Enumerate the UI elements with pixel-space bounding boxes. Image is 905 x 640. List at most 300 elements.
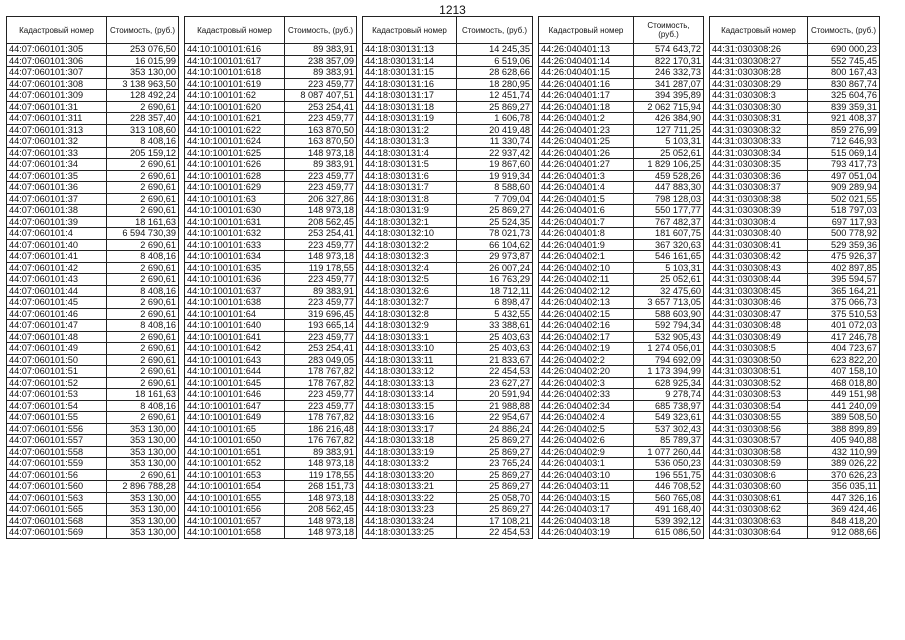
cost-cell: 2 690,61 [107,205,179,217]
cadastral-number-cell: 44:10:100101:654 [185,481,285,493]
cadastral-number-cell: 44:18:030131:4 [363,147,457,159]
cost-cell: 29 973,87 [457,251,533,263]
cost-cell: 848 418,20 [808,515,880,527]
table-row [363,354,533,366]
cadastral-number-cell: 44:18:030133:16 [363,412,457,424]
cadastral-number-cell: 44:31:030308:33 [710,136,808,148]
cadastral-number-cell: 44:31:030308:37 [710,182,808,194]
cost-cell: 25 403,63 [457,343,533,355]
cadastral-number-cell: 44:18:030133:10 [363,343,457,355]
table-row [7,504,179,516]
table-row [363,469,533,481]
cadastral-number-cell: 44:26:040402:20 [539,366,634,378]
cost-cell: 404 723,67 [808,343,880,355]
cost-cell: 8 087 407,51 [285,90,357,102]
cadastral-number-cell: 44:26:040401:18 [539,101,634,113]
cost-cell: 268 151,73 [285,481,357,493]
cadastral-number-cell: 44:07:060101:558 [7,446,107,458]
cadastral-number-cell: 44:31:030308:47 [710,308,808,320]
cost-cell: 592 794,34 [634,320,704,332]
cost-cell: 223 459,77 [285,331,357,343]
table-row [539,228,704,240]
cost-cell: 23 627,27 [457,377,533,389]
table-row [539,285,704,297]
table-row [363,182,533,194]
cost-cell: 14 245,35 [457,44,533,56]
cadastral-number-cell: 44:07:060101:51 [7,366,107,378]
cadastral-number-cell: 44:07:060101:45 [7,297,107,309]
table-row [7,389,179,401]
table-row [539,205,704,217]
page-number: 1213 [439,3,466,17]
cadastral-number-cell: 44:07:060101:36 [7,182,107,194]
table-row [539,331,704,343]
cadastral-number-cell: 44:10:100101:652 [185,458,285,470]
cadastral-number-cell: 44:18:030132:10 [363,228,457,240]
table-row [539,239,704,251]
cost-cell: 549 323,61 [634,412,704,424]
table-row [7,90,179,102]
table-row [185,320,357,332]
table-row [7,469,179,481]
table-row [539,377,704,389]
table-row [185,285,357,297]
cost-cell: 697 117,93 [808,216,880,228]
cadastral-number-cell: 44:07:060101:309 [7,90,107,102]
cost-cell: 407 158,10 [808,366,880,378]
cost-cell: 6 898,47 [457,297,533,309]
cost-cell: 148 973,18 [285,251,357,263]
cost-cell: 2 690,61 [107,239,179,251]
cadastral-number-cell: 44:31:030308:26 [710,44,808,56]
cost-cell: 615 086,50 [634,527,704,539]
cost-cell: 119 178,55 [285,469,357,481]
cost-cell: 319 696,45 [285,308,357,320]
cost-cell: 206 327,86 [285,193,357,205]
table-row [185,389,357,401]
cadastral-number-cell: 44:07:060101:44 [7,285,107,297]
cost-cell: 2 690,61 [107,469,179,481]
cadastral-number-cell: 44:26:040402:13 [539,297,634,309]
cadastral-number-cell: 44:26:040401:7 [539,216,634,228]
cost-cell: 253 254,41 [285,101,357,113]
table-row [7,239,179,251]
cadastral-number-cell: 44:18:030131:15 [363,67,457,79]
cadastral-number-cell: 44:31:030308:57 [710,435,808,447]
cost-cell: 148 973,18 [285,205,357,217]
cadastral-number-cell: 44:31:030308:31 [710,113,808,125]
table-row [539,423,704,435]
table-row [185,251,357,263]
table-row [710,446,880,458]
table-row [7,262,179,274]
table-row [7,320,179,332]
cadastral-number-cell: 44:26:040402:34 [539,400,634,412]
cadastral-number-cell: 44:07:060101:559 [7,458,107,470]
cost-cell: 353 130,00 [107,492,179,504]
cost-cell: 148 973,18 [285,492,357,504]
table-row [185,515,357,527]
cadastral-number-cell: 44:26:040403:17 [539,504,634,516]
cost-cell: 89 383,91 [285,446,357,458]
cadastral-number-cell: 44:31:030308:34 [710,147,808,159]
table-row [7,515,179,527]
table-row [363,170,533,182]
cadastral-number-cell: 44:31:030308:50 [710,354,808,366]
table-row [7,147,179,159]
cadastral-number-cell: 44:18:030131:18 [363,101,457,113]
table-row [539,170,704,182]
table-row [539,182,704,194]
cadastral-number-cell: 44:10:100101:641 [185,331,285,343]
cost-cell: 8 408,16 [107,285,179,297]
cost-cell: 3 138 963,50 [107,78,179,90]
cadastral-number-cell: 44:07:060101:41 [7,251,107,263]
cadastral-number-cell: 44:18:030133:22 [363,492,457,504]
cadastral-number-cell: 44:31:030308:28 [710,67,808,79]
table-row [710,101,880,113]
cadastral-number-cell: 44:10:100101:633 [185,239,285,251]
cadastral-number-cell: 44:10:100101:657 [185,515,285,527]
table-row [710,205,880,217]
cost-cell: 353 130,00 [107,446,179,458]
cadastral-number-cell: 44:07:060101:53 [7,389,107,401]
cost-table-3 [362,16,533,539]
table-row [363,285,533,297]
cadastral-number-cell: 44:10:100101:655 [185,492,285,504]
table-row [7,44,179,56]
table-row [539,55,704,67]
cost-cell: 532 905,43 [634,331,704,343]
cost-cell: 432 110,99 [808,446,880,458]
table-row [7,343,179,355]
cost-cell: 223 459,77 [285,400,357,412]
table-row [185,67,357,79]
table-row [363,515,533,527]
table-row [710,389,880,401]
cadastral-number-cell: 44:10:100101:658 [185,527,285,539]
cost-cell: 395 594,57 [808,274,880,286]
cadastral-number-cell: 44:18:030132:3 [363,251,457,263]
cadastral-number-cell: 44:07:060101:4 [7,228,107,240]
table-row [539,124,704,136]
table-row [363,481,533,493]
cost-cell: 2 690,61 [107,308,179,320]
cadastral-number-cell: 44:07:060101:46 [7,308,107,320]
cadastral-number-cell: 44:10:100101:617 [185,55,285,67]
header-cost: Стоимость, (руб.) [107,17,179,44]
cadastral-number-cell: 44:26:040402:3 [539,377,634,389]
header-cadastral: Кадастровый номер [710,17,808,44]
cost-cell: 491 168,40 [634,504,704,516]
cost-cell: 176 767,82 [285,435,357,447]
cost-cell: 9 278,74 [634,389,704,401]
cost-cell: 85 789,37 [634,435,704,447]
table-row [539,78,704,90]
table-row [710,331,880,343]
header-cadastral: Кадастровый номер [7,17,107,44]
cadastral-number-cell: 44:10:100101:622 [185,124,285,136]
table-row [539,446,704,458]
cadastral-number-cell: 44:31:030308:32 [710,124,808,136]
cadastral-number-cell: 44:07:060101:42 [7,262,107,274]
cost-cell: 574 643,72 [634,44,704,56]
table-row [710,170,880,182]
cost-cell: 447 883,30 [634,182,704,194]
cadastral-number-cell: 44:07:060101:569 [7,527,107,539]
cadastral-number-cell: 44:26:040403:15 [539,492,634,504]
table-row [7,308,179,320]
header-cost: Стоимость, (руб.) [634,17,704,44]
cadastral-number-cell: 44:26:040401:26 [539,147,634,159]
table-row [363,44,533,56]
table-row [363,251,533,263]
cost-cell: 546 161,65 [634,251,704,263]
table-row [363,147,533,159]
cadastral-number-cell: 44:26:040402:19 [539,343,634,355]
cadastral-number-cell: 44:18:030132:4 [363,262,457,274]
table-row [710,228,880,240]
cost-cell: 25 869,27 [457,446,533,458]
table-row [185,182,357,194]
cost-cell: 148 973,18 [285,527,357,539]
table-row [710,308,880,320]
cost-cell: 253 254,41 [285,228,357,240]
cost-cell: 223 459,77 [285,78,357,90]
table-row [185,228,357,240]
cost-cell: 515 069,14 [808,147,880,159]
cadastral-number-cell: 44:07:060101:305 [7,44,107,56]
table-row [7,377,179,389]
table-row [185,377,357,389]
cadastral-number-cell: 44:07:060101:565 [7,504,107,516]
cost-cell: 800 167,43 [808,67,880,79]
cost-cell: 25 869,27 [457,435,533,447]
cadastral-number-cell: 44:31:030308:36 [710,170,808,182]
table-row [710,239,880,251]
table-row [7,205,179,217]
table-row [539,44,704,56]
table-row [363,504,533,516]
cost-cell: 536 050,23 [634,458,704,470]
cadastral-number-cell: 44:26:040401:6 [539,205,634,217]
table-row [185,366,357,378]
table-row [7,285,179,297]
cost-cell: 560 765,08 [634,492,704,504]
cost-cell: 1 173 394,99 [634,366,704,378]
cost-cell: 20 419,48 [457,124,533,136]
cost-cell: 32 475,60 [634,285,704,297]
cost-cell: 353 130,00 [107,504,179,516]
cost-cell: 537 302,43 [634,423,704,435]
table-row [539,67,704,79]
table-row [185,412,357,424]
cadastral-number-cell: 44:26:040401:23 [539,124,634,136]
table-row [539,193,704,205]
table-row [185,423,357,435]
cadastral-number-cell: 44:31:030308:52 [710,377,808,389]
cadastral-number-cell: 44:10:100101:649 [185,412,285,424]
cost-cell: 1 829 106,25 [634,159,704,171]
table-row [363,492,533,504]
table-row [185,101,357,113]
cost-cell: 127 711,25 [634,124,704,136]
cost-cell: 18 161,63 [107,216,179,228]
cadastral-number-cell: 44:07:060101:56 [7,469,107,481]
table-row [539,366,704,378]
cost-cell: 148 973,18 [285,515,357,527]
table-row [363,239,533,251]
table-row [363,423,533,435]
table-row [539,274,704,286]
cost-cell: 8 408,16 [107,400,179,412]
table-row [539,458,704,470]
table-row [7,228,179,240]
table-row [185,435,357,447]
cadastral-number-cell: 44:07:060101:560 [7,481,107,493]
cost-cell: 369 424,46 [808,504,880,516]
cadastral-number-cell: 44:07:060101:48 [7,331,107,343]
table-row [363,320,533,332]
cadastral-number-cell: 44:07:060101:55 [7,412,107,424]
cadastral-number-cell: 44:18:030131:7 [363,182,457,194]
table-row [363,400,533,412]
cadastral-number-cell: 44:07:060101:40 [7,239,107,251]
table-row [363,389,533,401]
cost-cell: 253 076,50 [107,44,179,56]
table-row [710,251,880,263]
cost-cell: 28 628,66 [457,67,533,79]
table-row [363,67,533,79]
header-cost: Стоимость, (руб.) [285,17,357,44]
cost-cell: 2 690,61 [107,170,179,182]
cadastral-number-cell: 44:10:100101:630 [185,205,285,217]
table-row [7,136,179,148]
cadastral-number-cell: 44:18:030133:23 [363,504,457,516]
cost-cell: 2 690,61 [107,159,179,171]
table-row [185,343,357,355]
cost-cell: 2 896 788,28 [107,481,179,493]
table-row [363,274,533,286]
cadastral-number-cell: 44:26:040402:17 [539,331,634,343]
table-row [539,251,704,263]
cadastral-number-cell: 44:10:100101:650 [185,435,285,447]
table-row [185,469,357,481]
cost-cell: 365 164,21 [808,285,880,297]
table-row [7,492,179,504]
cost-cell: 89 383,91 [285,285,357,297]
table-row [7,354,179,366]
cadastral-number-cell: 44:26:040402:10 [539,262,634,274]
cost-cell: 394 395,89 [634,90,704,102]
cadastral-number-cell: 44:26:040401:13 [539,44,634,56]
table-row [363,297,533,309]
table-row [539,320,704,332]
table-row [363,205,533,217]
cadastral-number-cell: 44:07:060101:52 [7,377,107,389]
cadastral-number-cell: 44:07:060101:50 [7,354,107,366]
cost-cell: 25 869,27 [457,481,533,493]
table-row [7,113,179,125]
table-row [539,389,704,401]
cost-cell: 550 177,77 [634,205,704,217]
cadastral-number-cell: 44:18:030131:13 [363,44,457,56]
table-row [7,193,179,205]
cost-cell: 2 690,61 [107,274,179,286]
table-row [185,446,357,458]
cost-cell: 5 103,31 [634,136,704,148]
cadastral-number-cell: 44:10:100101:632 [185,228,285,240]
cost-cell: 25 052,61 [634,274,704,286]
cost-cell: 2 690,61 [107,193,179,205]
table-row [185,216,357,228]
table-row [185,90,357,102]
cost-cell: 375 510,53 [808,308,880,320]
table-row [185,113,357,125]
cost-cell: 16 763,29 [457,274,533,286]
table-row [710,400,880,412]
table-row [363,136,533,148]
cadastral-number-cell: 44:10:100101:634 [185,251,285,263]
table-row [539,515,704,527]
cadastral-number-cell: 44:18:030131:3 [363,136,457,148]
cost-cell: 402 897,85 [808,262,880,274]
cost-cell: 223 459,77 [285,113,357,125]
cadastral-number-cell: 44:18:030133:25 [363,527,457,539]
table-row [710,504,880,516]
cost-cell: 163 870,50 [285,124,357,136]
cadastral-number-cell: 44:10:100101:656 [185,504,285,516]
cost-cell: 25 869,27 [457,205,533,217]
cadastral-number-cell: 44:10:100101:647 [185,400,285,412]
cadastral-number-cell: 44:31:030308:46 [710,297,808,309]
cost-cell: 370 626,23 [808,469,880,481]
cadastral-number-cell: 44:10:100101:629 [185,182,285,194]
table-row [710,67,880,79]
cost-cell: 447 326,16 [808,492,880,504]
cadastral-number-cell: 44:31:030308:39 [710,205,808,217]
cost-cell: 25 869,27 [457,504,533,516]
table-row [710,78,880,90]
cost-cell: 23 765,24 [457,458,533,470]
cost-cell: 2 690,61 [107,331,179,343]
cadastral-number-cell: 44:31:030308:64 [710,527,808,539]
cost-cell: 500 778,92 [808,228,880,240]
table-row [363,101,533,113]
cadastral-number-cell: 44:18:030132:2 [363,239,457,251]
cadastral-number-cell: 44:31:030308:56 [710,423,808,435]
cadastral-number-cell: 44:31:030308:55 [710,412,808,424]
cadastral-number-cell: 44:18:030132:1 [363,216,457,228]
cadastral-number-cell: 44:18:030133:13 [363,377,457,389]
cost-cell: 196 551,75 [634,469,704,481]
cost-cell: 502 021,55 [808,193,880,205]
cost-cell: 228 357,40 [107,113,179,125]
cost-cell: 690 000,23 [808,44,880,56]
table-row [7,297,179,309]
table-row [539,308,704,320]
cost-cell: 18 280,95 [457,78,533,90]
cost-cell: 18 161,63 [107,389,179,401]
table-row [363,113,533,125]
table-row [185,481,357,493]
cost-cell: 178 767,82 [285,412,357,424]
cadastral-number-cell: 44:10:100101:637 [185,285,285,297]
table-row [539,469,704,481]
cadastral-number-cell: 44:26:040403:19 [539,527,634,539]
table-row [7,446,179,458]
cadastral-number-cell: 44:07:060101:311 [7,113,107,125]
